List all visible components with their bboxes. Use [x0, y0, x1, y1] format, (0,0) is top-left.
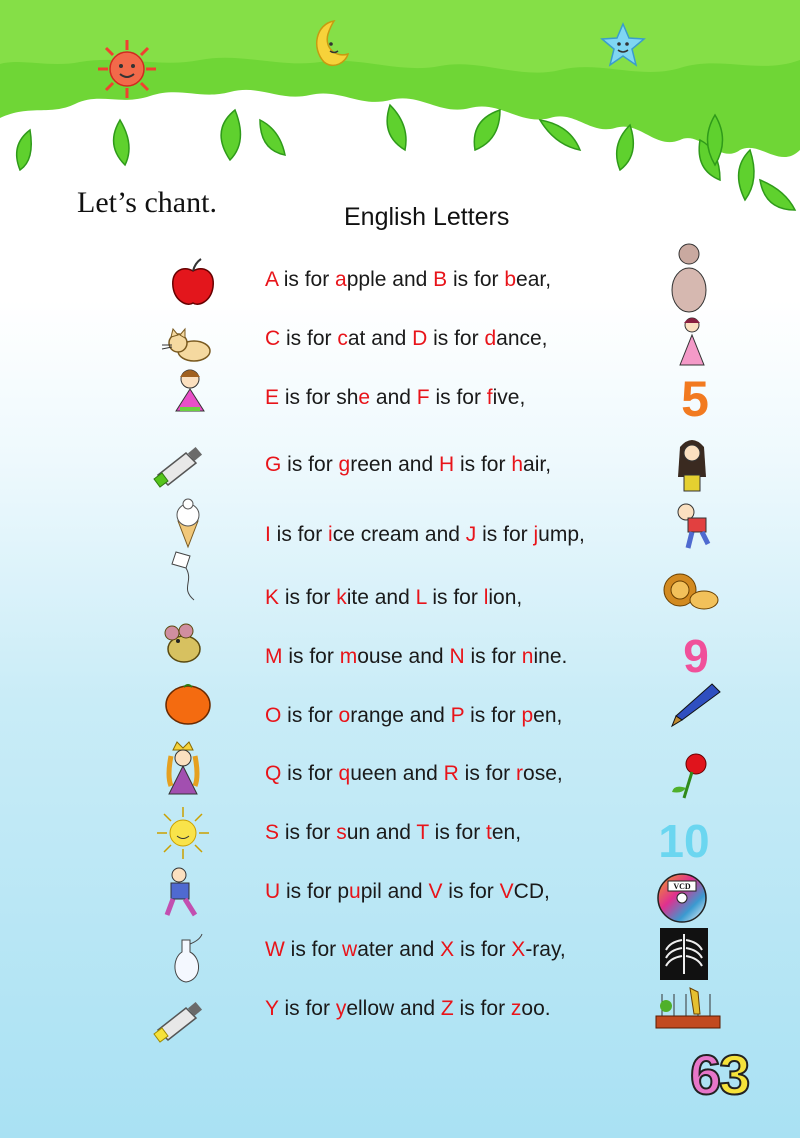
number-nine-icon	[678, 632, 714, 678]
zoo-icon	[654, 984, 722, 1030]
chant-line	[265, 997, 551, 1021]
highlighted-letter: G	[265, 453, 282, 476]
nine-label: 9	[683, 632, 709, 678]
line-text: ater and	[357, 938, 441, 961]
cat-icon	[160, 315, 216, 371]
highlighted-letter: c	[337, 327, 348, 350]
line-text: is for	[453, 997, 511, 1020]
line-text: is for	[270, 523, 329, 546]
chant-line	[265, 880, 550, 904]
highlighted-letter: l	[483, 586, 489, 609]
highlighted-letter: U	[265, 880, 281, 903]
line-text: pple and	[346, 268, 434, 291]
highlighted-letter: K	[265, 586, 280, 609]
smiling-star-icon	[600, 22, 646, 68]
highlighted-letter: k	[336, 586, 347, 609]
line-text: ump,	[538, 523, 585, 546]
ten-label: 10	[658, 815, 710, 861]
highlighted-letter: X	[511, 938, 526, 961]
line-text: is for	[281, 762, 339, 785]
line-text: and	[370, 386, 417, 409]
line-text: is for p	[280, 880, 350, 903]
line-text: ellow and	[346, 997, 441, 1020]
highlighted-letter: u	[349, 880, 361, 903]
sun-icon	[155, 805, 211, 861]
line-text: is for	[279, 586, 337, 609]
line-text: ine.	[533, 645, 568, 668]
highlighted-letter: S	[265, 821, 280, 844]
chant-line	[265, 645, 567, 669]
highlighted-letter: V	[499, 880, 514, 903]
highlighted-letter: M	[265, 645, 283, 668]
line-text: is for	[464, 704, 522, 727]
highlighted-letter: T	[416, 821, 429, 844]
line-text: en,	[533, 704, 563, 727]
highlighted-letter: P	[450, 704, 465, 727]
apple-icon	[165, 255, 221, 311]
line-text: ose,	[523, 762, 563, 785]
highlighted-letter: X	[440, 938, 455, 961]
number-five-icon	[674, 372, 716, 422]
line-text: is for	[458, 762, 517, 785]
water-jug-icon	[160, 930, 216, 986]
highlighted-letter: H	[438, 453, 455, 476]
girl-icon	[162, 365, 218, 421]
highlighted-letter: V	[428, 880, 443, 903]
highlighted-letter: L	[415, 586, 427, 609]
highlighted-letter: w	[342, 938, 358, 961]
highlighted-letter: p	[521, 704, 534, 727]
line-text: is for	[278, 997, 336, 1020]
page-number-digit-2: 3	[719, 1043, 749, 1106]
highlighted-letter: N	[449, 645, 465, 668]
line-text: ive,	[492, 386, 526, 409]
chant-line	[265, 762, 563, 786]
vcd-disc-icon	[656, 872, 708, 924]
rose-icon	[662, 748, 718, 800]
chant-line	[265, 327, 548, 351]
highlighted-letter: F	[416, 386, 430, 409]
line-text: is for	[428, 821, 487, 844]
bear-icon	[664, 240, 714, 316]
lion-icon	[660, 568, 722, 616]
smiling-moon-icon	[306, 18, 350, 68]
line-text: range and	[350, 704, 451, 727]
highlighted-letter: B	[433, 268, 448, 291]
highlighted-letter: I	[265, 523, 271, 546]
line-text: is for	[464, 645, 522, 668]
highlighted-letter: t	[486, 821, 492, 844]
highlighted-letter: R	[443, 762, 459, 785]
poem-title: English Letters	[344, 203, 510, 231]
line-text: is for	[442, 880, 500, 903]
highlighted-letter: C	[265, 327, 281, 350]
line-text: is for	[476, 523, 534, 546]
chant-line	[265, 386, 525, 410]
x-ray-icon	[660, 928, 708, 980]
chant-line	[265, 268, 551, 292]
highlighted-letter: q	[338, 762, 351, 785]
dancing-girl-icon	[670, 315, 714, 375]
chant-line	[265, 938, 566, 962]
line-text: CD,	[513, 880, 550, 903]
chant-line	[265, 586, 522, 610]
kite-icon	[160, 548, 216, 604]
highlighted-letter: j	[533, 523, 539, 546]
number-ten-icon	[654, 815, 714, 861]
green-paint-tube-icon	[150, 435, 206, 491]
highlighted-letter: a	[335, 268, 347, 291]
highlighted-letter: J	[465, 523, 477, 546]
line-text: un and	[346, 821, 417, 844]
highlighted-letter: n	[521, 645, 534, 668]
yellow-paint-tube-icon	[150, 990, 206, 1046]
vcd-label: VCD	[673, 882, 691, 891]
highlighted-letter: y	[335, 997, 347, 1020]
line-text: is for	[426, 586, 484, 609]
highlighted-letter: r	[516, 762, 524, 785]
mouse-icon	[152, 615, 208, 671]
line-text: is for	[281, 704, 339, 727]
chant-line	[265, 821, 521, 845]
line-text: en,	[491, 821, 522, 844]
highlighted-letter: e	[358, 386, 371, 409]
page-number	[690, 1042, 748, 1107]
line-text: ueen and	[350, 762, 444, 785]
highlighted-letter: g	[338, 453, 351, 476]
line-text: is for	[282, 645, 340, 668]
line-text: at and	[347, 327, 413, 350]
smiling-sun-icon	[96, 38, 158, 100]
highlighted-letter: s	[336, 821, 347, 844]
highlighted-letter: o	[338, 704, 351, 727]
highlighted-letter: Q	[265, 762, 282, 785]
line-text: ance,	[496, 327, 548, 350]
highlighted-letter: A	[265, 268, 278, 291]
highlighted-letter: m	[339, 645, 358, 668]
line-text: is for	[284, 938, 343, 961]
long-hair-girl-icon	[670, 437, 714, 495]
line-text: pil and	[360, 880, 429, 903]
highlighted-letter: b	[504, 268, 517, 291]
orange-icon	[160, 675, 216, 731]
line-text: is for	[280, 327, 338, 350]
highlighted-letter: h	[511, 453, 524, 476]
line-text: is for	[454, 938, 512, 961]
line-text: is for	[454, 453, 512, 476]
line-text: ce cream and	[332, 523, 466, 546]
line-text: oo.	[521, 997, 551, 1020]
line-text: reen and	[350, 453, 439, 476]
pupil-icon	[155, 865, 211, 921]
chant-heading: Let’s chant.	[77, 186, 217, 219]
highlighted-letter: Y	[265, 997, 279, 1020]
five-label: 5	[681, 372, 709, 422]
highlighted-letter: O	[265, 704, 282, 727]
highlighted-letter: E	[265, 386, 280, 409]
line-text: is for	[427, 327, 485, 350]
chant-line	[265, 523, 585, 547]
line-text: ouse and	[357, 645, 450, 668]
highlighted-letter: d	[484, 327, 497, 350]
line-text: ite and	[346, 586, 416, 609]
jumping-boy-icon	[668, 500, 718, 556]
line-text: -ray,	[525, 938, 566, 961]
queen-icon	[155, 740, 211, 796]
line-text: ear,	[516, 268, 552, 291]
page-number-digit-1: 6	[690, 1043, 720, 1106]
line-text: ion,	[488, 586, 523, 609]
line-text: is for	[279, 821, 337, 844]
highlighted-letter: W	[265, 938, 285, 961]
highlighted-letter: D	[412, 327, 428, 350]
line-text: air,	[523, 453, 552, 476]
ice-cream-icon	[160, 495, 216, 551]
chant-line	[265, 453, 551, 477]
highlighted-letter: i	[328, 523, 333, 546]
highlighted-letter: Z	[440, 997, 454, 1020]
line-text: is for	[277, 268, 336, 291]
chant-line	[265, 704, 562, 728]
line-text: is for	[447, 268, 505, 291]
highlighted-letter: z	[510, 997, 522, 1020]
highlighted-letter: f	[486, 386, 493, 409]
pen-icon	[668, 680, 724, 728]
line-text: is for sh	[279, 386, 359, 409]
line-text: is for	[429, 386, 487, 409]
line-text: is for	[281, 453, 339, 476]
